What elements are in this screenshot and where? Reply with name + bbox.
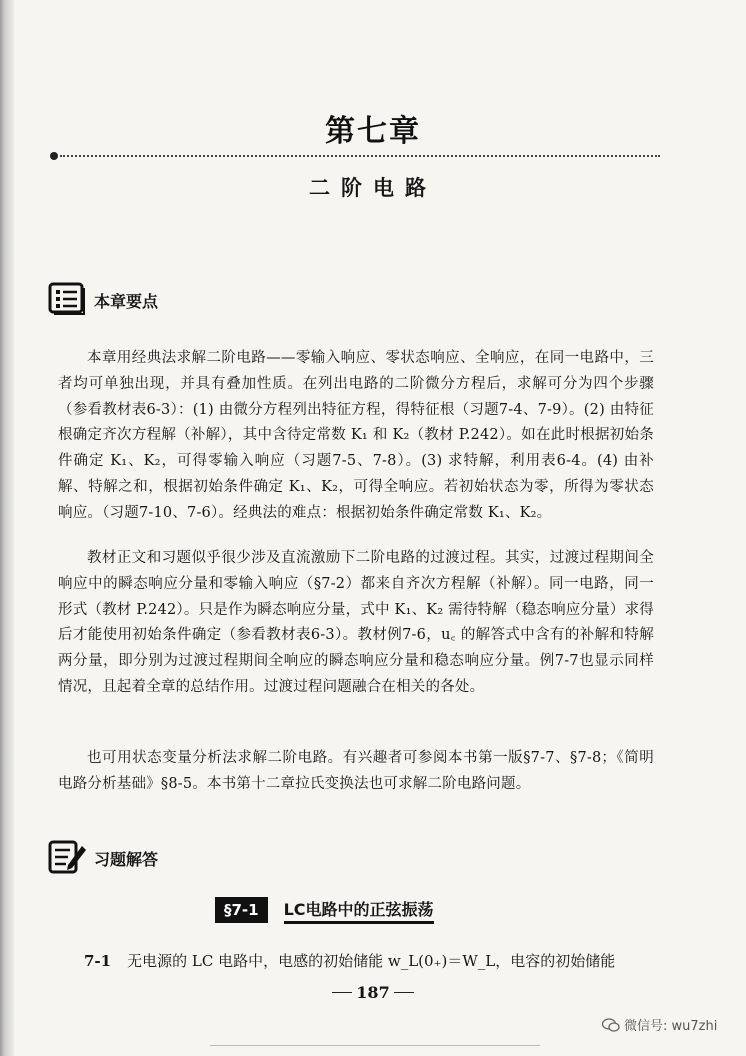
wechat-icon [602, 1018, 620, 1032]
exercise-text: 无电源的 LC 电路中，电感的初始储能 w_L(0₊)＝W_L，电容的初始储能 [127, 952, 616, 970]
wechat-watermark [602, 1015, 717, 1034]
exercise-item [84, 950, 664, 971]
pencil-notes-icon [48, 840, 88, 876]
exercise-number: 7-1 [84, 952, 112, 970]
page-binding-edge [0, 0, 14, 1056]
title-rule [50, 152, 662, 160]
watermark-text: 微信号: wu7zhi [624, 1019, 718, 1034]
page-number-value: 187 [356, 983, 390, 1002]
key-points-paragraph-2: 教材正文和习题似乎很少涉及直流激励下二阶电路的过渡过程。其实，过渡过程期间全响应中的瞬态响应分量和零输入响应（§7-2）都来自齐次方程解（补解）。同一电路，同一形式（教材 P.242）。只是作为瞬态响应分量，式中 K₁、K₂ 需待特解（稳态响应分量）求得后才能使用初始条件确定（参看教材表6-3）。教材例7-6，u꜀ 的解答式中含有的补解和特解两分量，即分别为过渡过程期间全响应的瞬态响应分量和稳态响应分量。例7-7也显示同样情况，且起着全章的总结作用。过渡过程问题融合在相关的各处。 [58, 550, 654, 695]
section-number: §7-1 [215, 897, 268, 923]
section-heading [215, 897, 434, 923]
section-title: LC电路中的正弦振荡 [284, 897, 434, 924]
page-number [0, 982, 746, 1002]
notes-icon [48, 282, 88, 318]
bottom-rule [210, 1045, 540, 1046]
key-points-paragraph-1: 本章用经典法求解二阶电路——零输入响应、零状态响应、全响应，在同一电路中，三者均可单独出现，并具有叠加性质。在列出电路的二阶微分方程后，求解可分为四个步骤（参看教材表6-3）：(1) 由微分方程列出特征方程，得特征根（习题7-4、7-9）。(2) 由特征根确定齐次方程解（补解），其中含待定常数 K₁ 和 K₂（教材 P.242）。如在此时根据初始条件确定 K₁、K₂，可得零输入响应（习题7-5、7-8）。(3) 求特解，利用表6-4。(4) 由补解、特解之和，根据初始条件确定 K₁、K₂，可得全响应。若初始状态为零，所得为零状态响应。（习题7-10、7-6）。经典法的难点：根据初始条件确定常数 K₁、K₂。 [58, 350, 654, 521]
chapter-subtitle: 二阶电路 [309, 176, 437, 200]
chapter-title: 第七章 [325, 114, 421, 149]
key-points-paragraph-3: 也可用状态变量分析法求解二阶电路。有兴趣者可参阅本书第一版§7-7、§7-8；《简明电路分析基础》§8-5。本书第十二章拉氏变换法也可求解二阶电路问题。 [58, 750, 654, 792]
exercises-heading: 习题解答 [94, 850, 159, 869]
key-points-heading: 本章要点 [94, 292, 159, 311]
